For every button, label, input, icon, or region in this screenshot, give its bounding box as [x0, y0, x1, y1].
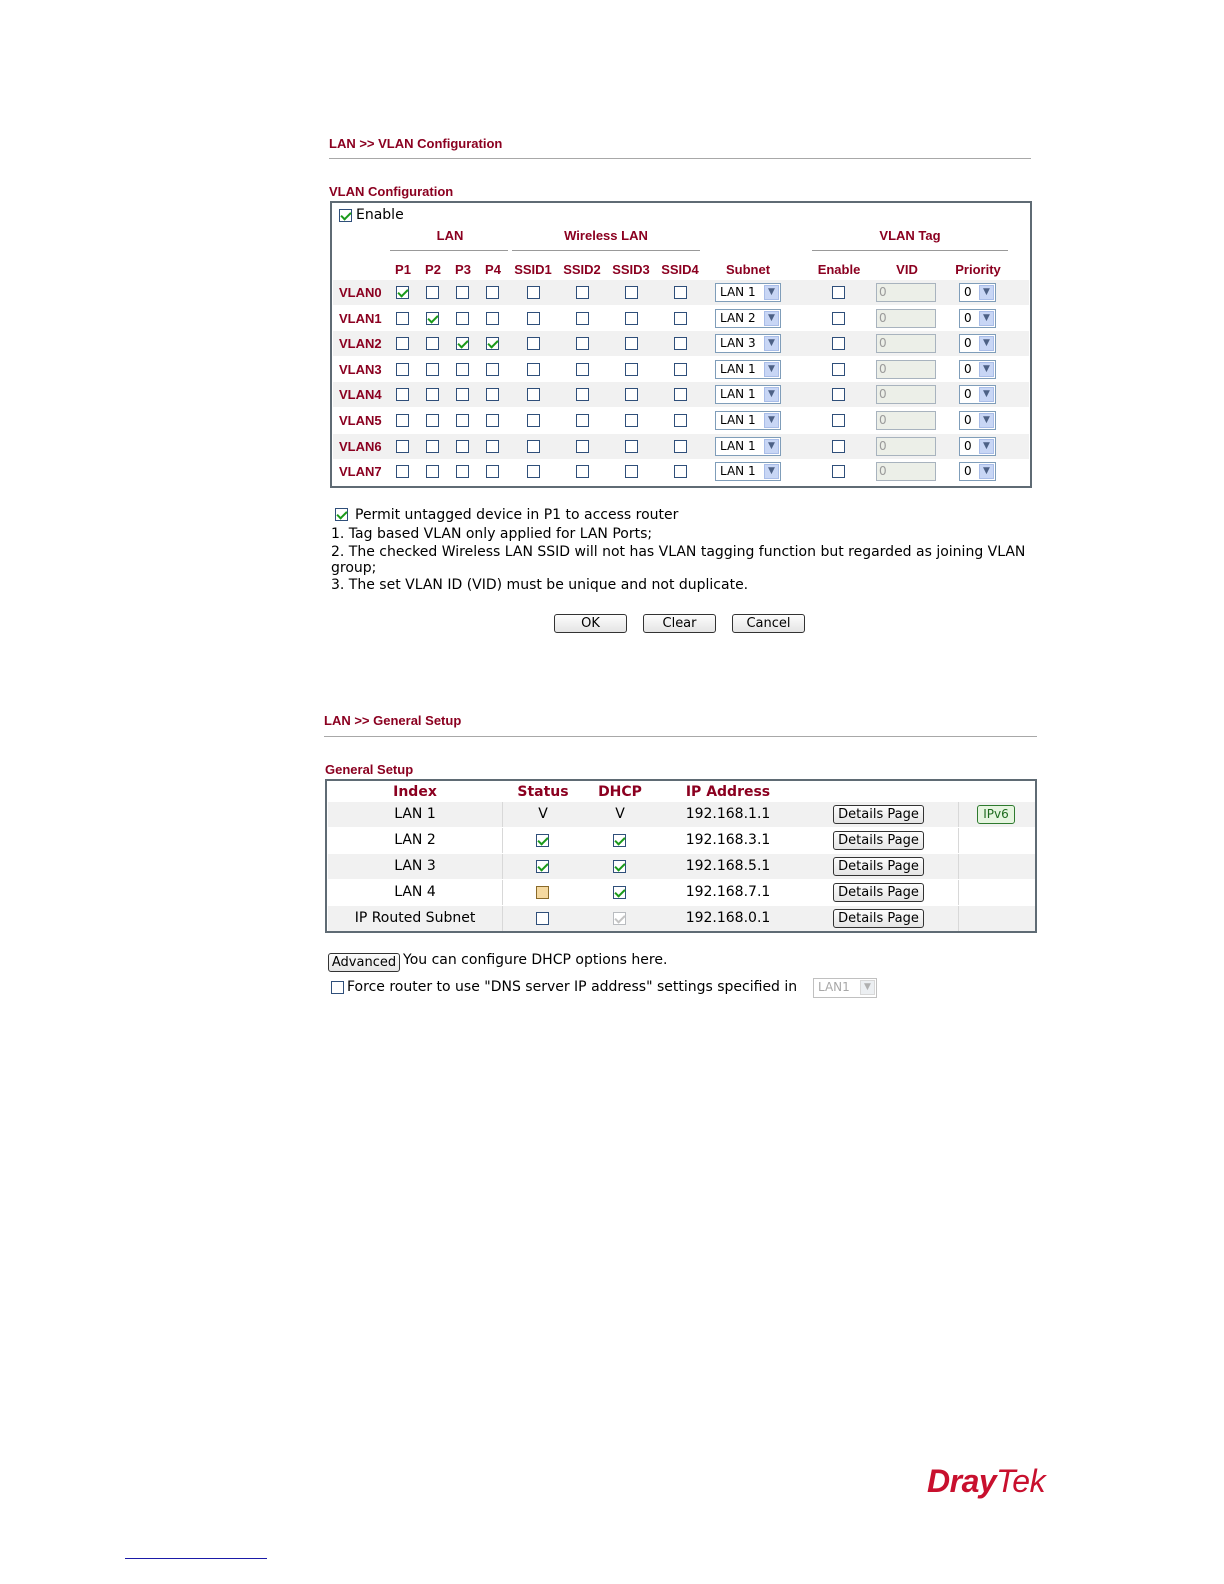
- port-p2-checkbox[interactable]: [426, 465, 439, 478]
- ip-address: 192.168.7.1: [685, 884, 771, 900]
- col-p4: P4: [485, 262, 501, 277]
- chevron-down-icon: ▼: [764, 285, 779, 300]
- col-status: Status: [517, 784, 569, 800]
- port-p3-checkbox[interactable]: [456, 286, 469, 299]
- col-p1: P1: [395, 262, 411, 277]
- chevron-down-icon: ▼: [764, 362, 779, 377]
- vlan-tag-enable-checkbox[interactable]: [832, 312, 845, 325]
- vlan-tag-enable-checkbox[interactable]: [832, 440, 845, 453]
- col-p3: P3: [455, 262, 471, 277]
- chevron-down-icon: ▼: [764, 413, 779, 428]
- col-ssid1: SSID1: [514, 262, 552, 277]
- cancel-button[interactable]: Cancel: [732, 614, 805, 633]
- column-divider: [502, 802, 503, 827]
- force-dns-select-value: LAN1: [818, 980, 850, 994]
- details-page-button[interactable]: Details Page: [833, 805, 924, 824]
- ssid3-checkbox[interactable]: [625, 337, 638, 350]
- details-page-button[interactable]: Details Page: [833, 909, 924, 928]
- port-p4-checkbox[interactable]: [486, 363, 499, 376]
- ssid2-checkbox[interactable]: [576, 312, 589, 325]
- subnet-select-value: LAN 1: [720, 285, 756, 299]
- divider: [329, 158, 1031, 159]
- column-divider: [958, 802, 959, 827]
- vlan-tag-enable-checkbox[interactable]: [832, 388, 845, 401]
- ssid1-checkbox[interactable]: [527, 312, 540, 325]
- port-p1-checkbox[interactable]: [396, 286, 409, 299]
- subnet-select[interactable]: [715, 411, 781, 430]
- column-divider: [502, 828, 503, 853]
- port-p4-checkbox[interactable]: [486, 388, 499, 401]
- details-page-button[interactable]: Details Page: [833, 857, 924, 876]
- port-p2-checkbox[interactable]: [426, 440, 439, 453]
- ssid4-checkbox[interactable]: [674, 414, 687, 427]
- vlan-tag-enable-checkbox[interactable]: [832, 363, 845, 376]
- chevron-down-icon: ▼: [979, 439, 994, 454]
- column-divider: [502, 906, 503, 931]
- section-title-vlan: VLAN Configuration: [329, 184, 454, 199]
- port-p1-checkbox[interactable]: [396, 414, 409, 427]
- subnet-select-value: LAN 1: [720, 438, 756, 453]
- dhcp-checkbox[interactable]: [613, 834, 626, 847]
- ssid3-checkbox[interactable]: [625, 440, 638, 453]
- ssid2-checkbox[interactable]: [576, 363, 589, 376]
- chevron-down-icon: ▼: [979, 387, 994, 402]
- ssid2-checkbox[interactable]: [576, 388, 589, 401]
- subnet-select-value: LAN 2: [720, 310, 756, 325]
- group-header-lan: LAN: [436, 228, 464, 243]
- ip-address: 192.168.0.1: [685, 910, 771, 926]
- port-p3-checkbox[interactable]: [456, 363, 469, 376]
- priority-select-value: 0: [964, 387, 972, 402]
- ok-button[interactable]: OK: [554, 614, 627, 633]
- logo-main: Dray: [927, 1463, 997, 1499]
- port-p1-checkbox[interactable]: [396, 465, 409, 478]
- lan-index: LAN 1: [394, 806, 436, 822]
- priority-select[interactable]: [959, 462, 996, 481]
- details-page-button[interactable]: Details Page: [833, 831, 924, 850]
- chevron-down-icon: ▼: [979, 362, 994, 377]
- breadcrumb-vlan: LAN >> VLAN Configuration: [329, 136, 503, 151]
- ssid2-checkbox[interactable]: [576, 286, 589, 299]
- status-checkbox[interactable]: [536, 912, 549, 925]
- group-header-wireless: Wireless LAN: [564, 228, 648, 243]
- col-p2: P2: [425, 262, 441, 277]
- ssid4-checkbox[interactable]: [674, 337, 687, 350]
- chevron-down-icon: ▼: [764, 464, 779, 479]
- ssid2-checkbox[interactable]: [576, 414, 589, 427]
- port-p1-checkbox[interactable]: [396, 312, 409, 325]
- priority-select-value: 0: [964, 438, 972, 453]
- ssid3-checkbox[interactable]: [625, 414, 638, 427]
- column-divider: [958, 828, 959, 853]
- advanced-button[interactable]: Advanced: [328, 953, 400, 972]
- dhcp-text: V: [615, 806, 625, 822]
- vlan-row-label: VLAN5: [339, 413, 382, 428]
- port-p3-checkbox[interactable]: [456, 414, 469, 427]
- vid-input[interactable]: 0: [876, 437, 936, 456]
- vid-input[interactable]: 0: [876, 411, 936, 430]
- priority-select-value: 0: [964, 361, 972, 376]
- ipv6-button[interactable]: IPv6: [977, 805, 1015, 824]
- chevron-down-icon: ▼: [764, 439, 779, 454]
- port-p4-checkbox[interactable]: [486, 337, 499, 350]
- port-p1-checkbox[interactable]: [396, 440, 409, 453]
- col-dhcp: DHCP: [598, 784, 642, 800]
- note-2: 2. The checked Wireless LAN SSID will not has VLAN tagging function but regarded as joining VLAN: [331, 544, 1026, 560]
- priority-select[interactable]: [959, 309, 996, 328]
- port-p2-checkbox[interactable]: [426, 414, 439, 427]
- status-checkbox[interactable]: [536, 886, 549, 899]
- group-line-lan: [390, 250, 508, 251]
- vlan-row-label: VLAN7: [339, 464, 382, 480]
- ssid1-checkbox[interactable]: [527, 388, 540, 401]
- chevron-down-icon: ▼: [860, 980, 875, 995]
- column-divider: [502, 880, 503, 905]
- breadcrumb-general: LAN >> General Setup: [324, 713, 462, 728]
- subnet-select[interactable]: [715, 309, 781, 328]
- column-divider: [958, 906, 959, 931]
- subnet-select[interactable]: [715, 437, 781, 456]
- priority-select-value: 0: [964, 464, 972, 479]
- vlan-tag-enable-checkbox[interactable]: [832, 465, 845, 478]
- permit-untagged-checkbox[interactable]: [335, 508, 348, 521]
- ssid2-checkbox[interactable]: [576, 337, 589, 350]
- advanced-text: You can configure DHCP options here.: [403, 952, 668, 968]
- subnet-select[interactable]: [715, 334, 781, 353]
- priority-select-value: 0: [964, 310, 972, 325]
- port-p1-checkbox[interactable]: [396, 388, 409, 401]
- ssid3-checkbox[interactable]: [625, 363, 638, 376]
- subnet-select-value: LAN 1: [720, 361, 756, 376]
- priority-select[interactable]: [959, 360, 996, 379]
- port-p4-checkbox[interactable]: [486, 440, 499, 453]
- ssid4-checkbox[interactable]: [674, 363, 687, 376]
- subnet-select[interactable]: [715, 283, 781, 302]
- vlan-row-label: VLAN3: [339, 361, 382, 377]
- port-p1-checkbox[interactable]: [396, 337, 409, 350]
- ssid4-checkbox[interactable]: [674, 440, 687, 453]
- vlan-row-label: VLAN6: [339, 438, 382, 454]
- col-subnet: Subnet: [725, 262, 771, 277]
- ssid4-checkbox[interactable]: [674, 286, 687, 299]
- port-p3-checkbox[interactable]: [456, 312, 469, 325]
- vid-input[interactable]: 0: [876, 385, 936, 404]
- col-vid: VID: [896, 262, 918, 277]
- vlan-row-label: VLAN4: [339, 387, 382, 403]
- col-ssid4: SSID4: [661, 262, 699, 277]
- port-p3-checkbox[interactable]: [456, 337, 469, 350]
- lan-index: IP Routed Subnet: [354, 910, 476, 926]
- status-checkbox[interactable]: [536, 834, 549, 847]
- chevron-down-icon: ▼: [979, 311, 994, 326]
- group-header-vlan-tag: VLAN Tag: [879, 228, 941, 243]
- col-ssid2: SSID2: [563, 262, 601, 277]
- port-p2-checkbox[interactable]: [426, 388, 439, 401]
- col-ip-address: IP Address: [685, 784, 771, 800]
- force-dns-select[interactable]: [813, 978, 877, 998]
- vid-input[interactable]: 0: [876, 334, 936, 353]
- column-divider: [958, 854, 959, 879]
- ssid2-checkbox[interactable]: [576, 440, 589, 453]
- ssid3-checkbox[interactable]: [625, 465, 638, 478]
- details-page-button[interactable]: Details Page: [833, 883, 924, 902]
- chevron-down-icon: ▼: [764, 311, 779, 326]
- chevron-down-icon: ▼: [764, 336, 779, 351]
- ip-address: 192.168.3.1: [685, 832, 771, 848]
- priority-select[interactable]: [959, 437, 996, 456]
- priority-select[interactable]: [959, 411, 996, 430]
- vid-input[interactable]: 0: [876, 360, 936, 379]
- ssid4-checkbox[interactable]: [674, 465, 687, 478]
- vlan-tag-enable-checkbox[interactable]: [832, 414, 845, 427]
- port-p4-checkbox[interactable]: [486, 414, 499, 427]
- port-p2-checkbox[interactable]: [426, 363, 439, 376]
- vid-input[interactable]: 0: [876, 283, 936, 302]
- chevron-down-icon: ▼: [764, 387, 779, 402]
- port-p3-checkbox[interactable]: [456, 440, 469, 453]
- chevron-down-icon: ▼: [979, 413, 994, 428]
- col-ssid3: SSID3: [612, 262, 650, 277]
- vlan-row-label: VLAN1: [339, 310, 382, 326]
- subnet-select-value: LAN 1: [720, 387, 756, 402]
- subnet-select-value: LAN 3: [720, 336, 756, 351]
- port-p4-checkbox[interactable]: [486, 286, 499, 299]
- col-tag-enable: Enable: [817, 262, 861, 277]
- chevron-down-icon: ▼: [979, 285, 994, 300]
- force-dns-label: Force router to use "DNS server IP address" settings specified in: [347, 979, 798, 995]
- port-p2-checkbox[interactable]: [426, 286, 439, 299]
- clear-button[interactable]: Clear: [643, 614, 716, 633]
- vlan-enable-checkbox[interactable]: [339, 209, 352, 222]
- ssid3-checkbox[interactable]: [625, 312, 638, 325]
- ip-address: 192.168.1.1: [685, 806, 771, 822]
- vid-input[interactable]: 0: [876, 309, 936, 328]
- ssid2-checkbox[interactable]: [576, 465, 589, 478]
- ssid1-checkbox[interactable]: [527, 337, 540, 350]
- vlan-tag-enable-checkbox[interactable]: [832, 337, 845, 350]
- dhcp-checkbox[interactable]: [613, 886, 626, 899]
- ssid1-checkbox[interactable]: [527, 414, 540, 427]
- ssid1-checkbox[interactable]: [527, 363, 540, 376]
- lan-index: LAN 2: [394, 832, 436, 848]
- col-index: Index: [393, 784, 437, 800]
- lan-index: LAN 3: [394, 858, 436, 874]
- footer-rule: [125, 1558, 267, 1559]
- draytek-logo: [927, 1463, 1045, 1500]
- status-text: V: [538, 806, 548, 822]
- subnet-select[interactable]: [715, 360, 781, 379]
- port-p1-checkbox[interactable]: [396, 363, 409, 376]
- ssid4-checkbox[interactable]: [674, 388, 687, 401]
- subnet-select[interactable]: [715, 385, 781, 404]
- ssid1-checkbox[interactable]: [527, 286, 540, 299]
- priority-select[interactable]: [959, 385, 996, 404]
- ip-address: 192.168.5.1: [685, 858, 771, 874]
- divider: [324, 736, 1037, 737]
- ssid3-checkbox[interactable]: [625, 388, 638, 401]
- priority-select-value: 0: [964, 285, 972, 299]
- subnet-select-value: LAN 1: [720, 464, 756, 479]
- port-p4-checkbox[interactable]: [486, 312, 499, 325]
- priority-select-value: 0: [964, 336, 972, 351]
- status-checkbox[interactable]: [536, 860, 549, 873]
- dhcp-checkbox[interactable]: [613, 912, 626, 925]
- vlan-enable-label: Enable: [356, 207, 404, 223]
- group-line-vlan-tag: [812, 250, 1008, 251]
- port-p3-checkbox[interactable]: [456, 388, 469, 401]
- logo-thin: Tek: [996, 1463, 1046, 1499]
- port-p4-checkbox[interactable]: [486, 465, 499, 478]
- port-p3-checkbox[interactable]: [456, 465, 469, 478]
- port-p2-checkbox[interactable]: [426, 312, 439, 325]
- ssid1-checkbox[interactable]: [527, 440, 540, 453]
- lan-index: LAN 4: [394, 884, 436, 900]
- chevron-down-icon: ▼: [979, 336, 994, 351]
- column-divider: [958, 880, 959, 905]
- ssid3-checkbox[interactable]: [625, 286, 638, 299]
- permit-untagged-label: Permit untagged device in P1 to access router: [355, 507, 679, 523]
- col-priority: Priority: [955, 262, 1001, 277]
- section-title-general: General Setup: [325, 762, 414, 777]
- ssid1-checkbox[interactable]: [527, 465, 540, 478]
- group-line-wireless: [512, 250, 700, 251]
- force-dns-checkbox[interactable]: [331, 981, 344, 994]
- chevron-down-icon: ▼: [979, 464, 994, 479]
- port-p2-checkbox[interactable]: [426, 337, 439, 350]
- vlan-row-label: VLAN2: [339, 336, 382, 352]
- priority-select[interactable]: [959, 283, 996, 302]
- column-divider: [502, 854, 503, 879]
- priority-select-value: 0: [964, 413, 972, 427]
- dhcp-checkbox[interactable]: [613, 860, 626, 873]
- note-3: 3. The set VLAN ID (VID) must be unique and not duplicate.: [331, 577, 749, 593]
- note-1: 1. Tag based VLAN only applied for LAN Ports;: [331, 526, 653, 542]
- subnet-select-value: LAN 1: [720, 413, 756, 427]
- vid-input[interactable]: 0: [876, 462, 936, 481]
- subnet-select[interactable]: [715, 462, 781, 481]
- vlan-row-label: VLAN0: [339, 285, 382, 300]
- vlan-tag-enable-checkbox[interactable]: [832, 286, 845, 299]
- note-2-cont: group;: [331, 560, 377, 576]
- priority-select[interactable]: [959, 334, 996, 353]
- ssid4-checkbox[interactable]: [674, 312, 687, 325]
